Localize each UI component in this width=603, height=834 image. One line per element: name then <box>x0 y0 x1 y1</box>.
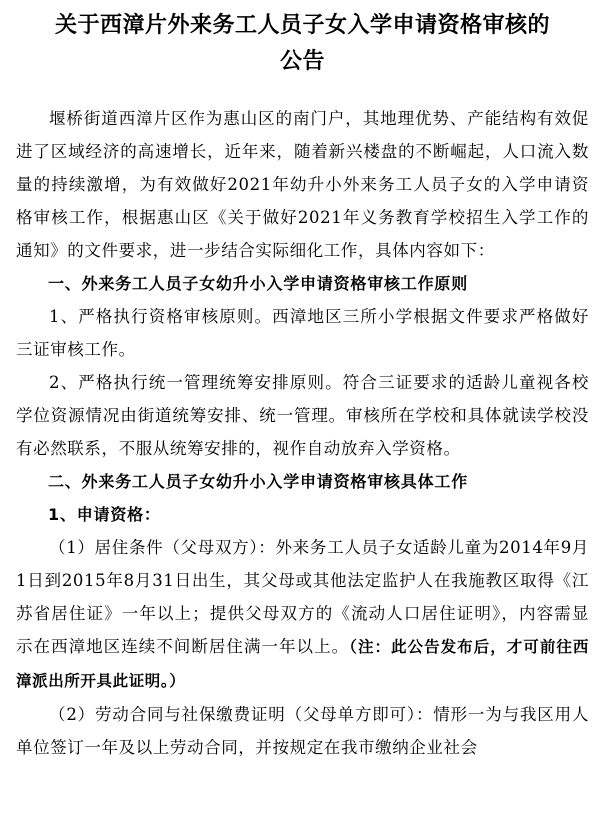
section-1-item-2: 2、严格执行统一管理统筹安排原则。符合三证要求的适龄儿童视各校学位资源情况由街道统筹安排、统一管理。审核所在学校和具体就读学校没有必然联系，不服从统筹安排的，视作自动放弃入学资格。 <box>16 373 589 458</box>
section-2-item-1-text: （1）居住条件（父母双方）：外来务工人员子女适龄儿童为2014年9月1日到2015年8月31日出生，其父母或其他法定监护人在我施教区取得《江苏省居住证》一年以上；提供父母双方的《流动人口居住证明》，内容需显示在西漳地区连续不间断居住满一年以上。 <box>16 538 589 656</box>
document-title <box>16 0 589 80</box>
section-1-heading: 一、外来务工人员子女幼升小入学申请资格审核工作原则 <box>48 274 469 293</box>
section-2-item-2: （2）劳动合同与社保缴费证明（父母单方即可）：情形一为与我区用人单位签订一年及以上劳动合同，并按规定在我市缴纳企业社会 <box>16 705 589 757</box>
intro-paragraph: 堰桥街道西漳片区作为惠山区的南门户，其地理优势、产能结构有效促进了区域经济的高速增长，近年来，随着新兴楼盘的不断崛起，人口流入数量的持续激增，为有效做好2021年幼升小外来务工人员子女的入学申请资格审核工作，根据惠山区《关于做好2021年义务教育学校招生入学工作的通知》的文件要求，进一步结合实际细化工作，具体内容如下： <box>16 109 589 260</box>
section-2-item-1-note: （注：此公告发布后，才可前往西漳派出所开具此证明。） <box>16 638 589 690</box>
document-title-line-1: 关于西漳片外来务工人员子女入学申请资格审核的 <box>54 13 550 38</box>
section-2-heading: 二、外来务工人员子女幼升小入学申请资格审核具体工作 <box>48 472 469 491</box>
document-body <box>16 102 589 764</box>
section-2-subheading-1: 1、申请资格： <box>48 505 161 524</box>
section-2-item-1 <box>16 531 589 698</box>
section-1-item-1: 1、严格执行资格审核原则。西漳地区三所小学根据文件要求严格做好三证审核工作。 <box>16 307 589 359</box>
document-title-line-2: 公告 <box>279 49 325 74</box>
